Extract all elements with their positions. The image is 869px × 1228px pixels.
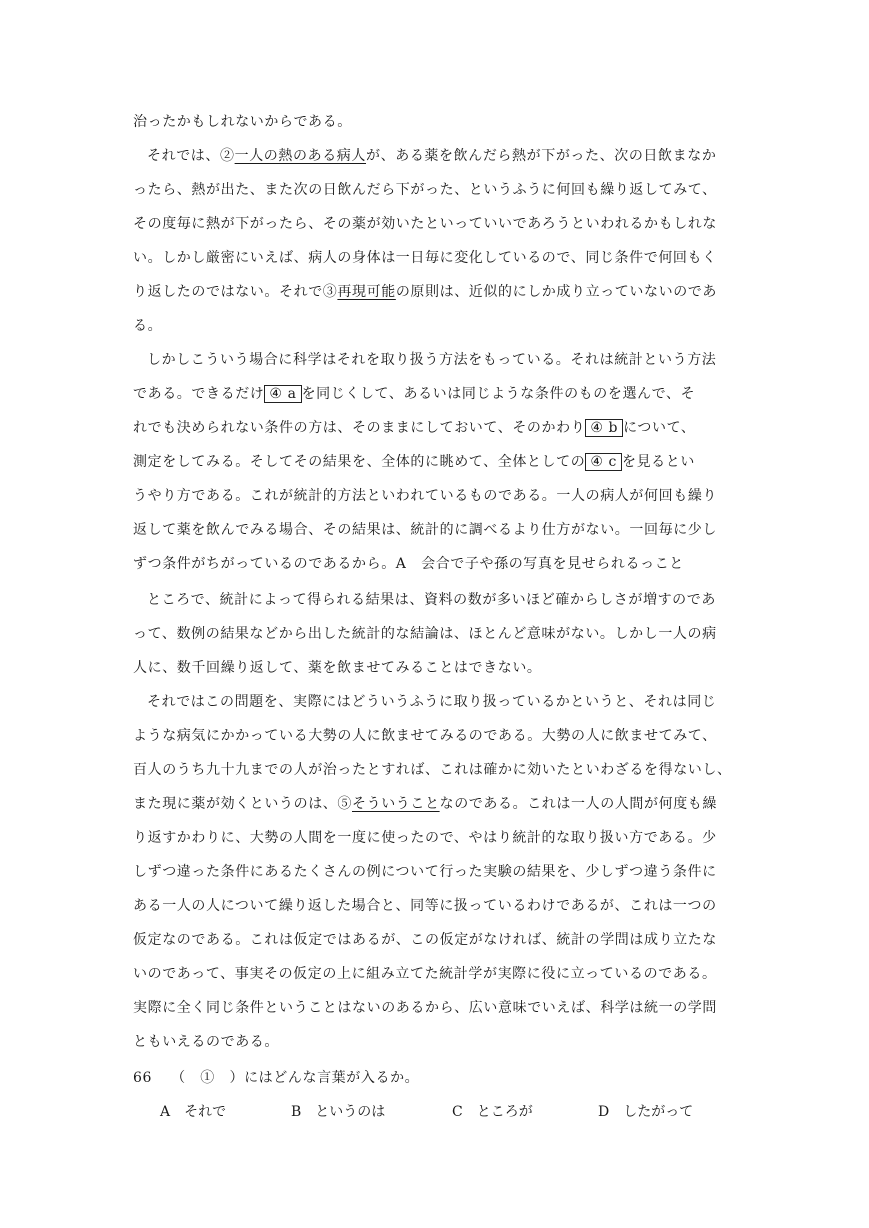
text-line-13: 返して薬を飲んでみる場合、その結果は、統計的に調べるより仕方がない。一回毎に少し bbox=[133, 522, 717, 538]
text-line-10: れでも決められない条件の方は、そのままにしておいて、そのかわり ④ b について、 bbox=[133, 420, 696, 436]
choice-d[interactable]: D したがって bbox=[598, 1104, 694, 1120]
text-line-19: ような病気にかかっている大勢の人に飲ませてみるのである。大勢の人に飲ませてみて、 bbox=[133, 728, 717, 744]
text-line-3: ったら、熱が出た、また次の日飲んだら下がった、というふうに何回も繰り返してみて、 bbox=[133, 182, 717, 198]
underlined-phrase-3: 再現可能 bbox=[337, 284, 396, 300]
text-line-12: うやり方である。これが統計的方法といわれているものである。一人の病人が何回も繰り bbox=[133, 488, 717, 504]
text-line-5: い。しかし厳密にいえば、病人の身体は一日毎に変化しているので、同じ条件で何回もく bbox=[133, 250, 717, 266]
underlined-phrase-2: 一人の熱のある病人 bbox=[234, 148, 367, 164]
text-line-2: それでは、②一人の熱のある病人が、ある薬を飲んだら熱が下がった、次の日飲まなか bbox=[147, 148, 717, 164]
text-line-18: それではこの問題を、実際にはどういうふうに取り扱っているかというと、それは同じ bbox=[147, 694, 717, 710]
text-line-14: ずつ条件がちがっているのであるから。A 会合で子や孫の写真を見せられるっこと bbox=[133, 556, 684, 572]
blank-box-4a: ④ a bbox=[264, 385, 301, 403]
question-number: 66 bbox=[133, 1070, 153, 1086]
question-text: （ ① ）にはどんな言葉が入るか。 bbox=[171, 1070, 420, 1086]
text-line-23: しずつ違った条件にあるたくさんの例について行った実験の結果を、少しずつ違う条件に bbox=[133, 864, 717, 880]
text-line-25: 仮定なのである。これは仮定ではあるが、この仮定がなければ、統計の学問は成り立たな bbox=[133, 932, 717, 948]
text-line-6: り返したのではない。それで③再現可能の原則は、近似的にしか成り立っていないのであ bbox=[133, 284, 718, 300]
choice-c[interactable]: C ところが bbox=[452, 1104, 533, 1120]
text-line-7: る。 bbox=[133, 318, 163, 334]
text-line-27: 実際に全く同じ条件ということはないのあるから、広い意味でいえば、科学は統一の学問 bbox=[133, 1000, 717, 1016]
blank-box-4b: ④ b bbox=[585, 419, 623, 437]
choice-b[interactable]: B というのは bbox=[291, 1104, 386, 1120]
text-line-20: 百人のうち九十九までの人が治ったとすれば、これは確かに効いたといわざるを得ないし、 bbox=[133, 762, 732, 778]
text-line-4: その度毎に熱が下がったら、その薬が効いたといっていいであろうといわれるかもしれな bbox=[133, 216, 717, 232]
text-line-9: である。できるだけ ④ a を同じくして、あるいは同じような条件のものを選んで、そ bbox=[133, 386, 696, 402]
text-line-21: また現に薬が効くというのは、⑤そういうことなのである。これは一人の人間が何度も繰 bbox=[133, 796, 718, 812]
blank-box-4c: ④ c bbox=[585, 453, 622, 471]
text-line-15: ところで、統計によって得られる結果は、資料の数が多いほど確からしさが増すのであ bbox=[147, 592, 716, 608]
text-line-24: ある一人の人について繰り返した場合と、同等に扱っているわけであるが、これは一つの bbox=[133, 898, 717, 914]
text-line-26: いのであって、事実その仮定の上に組み立てた統計学が実際に役に立っているのである。 bbox=[133, 966, 717, 982]
text-line-1: 治ったかもしれないからである。 bbox=[133, 114, 352, 130]
question-66 bbox=[133, 1068, 419, 1088]
text-line-22: り返すかわりに、大勢の人間を一度に使ったので、やはり統計的な取り扱い方である。少 bbox=[133, 830, 717, 846]
text-line-17: 人に、数千回繰り返して、薬を飲ませてみることはできない。 bbox=[133, 660, 542, 676]
text-line-16: って、数例の結果などから出した統計的な結論は、ほとんど意味がない。しかし一人の病 bbox=[133, 626, 717, 642]
text-line-11: 測定をしてみる。そしてその結果を、全体的に眺めて、全体としての ④ c を見るとい bbox=[133, 454, 695, 470]
text-line-28: ともいえるのである。 bbox=[133, 1034, 279, 1050]
underlined-phrase-5: そういうこと bbox=[352, 796, 440, 812]
choice-a[interactable]: A それで bbox=[160, 1104, 227, 1120]
text-line-8: しかしこういう場合に科学はそれを取り扱う方法をもっている。それは統計という方法 bbox=[147, 352, 717, 368]
